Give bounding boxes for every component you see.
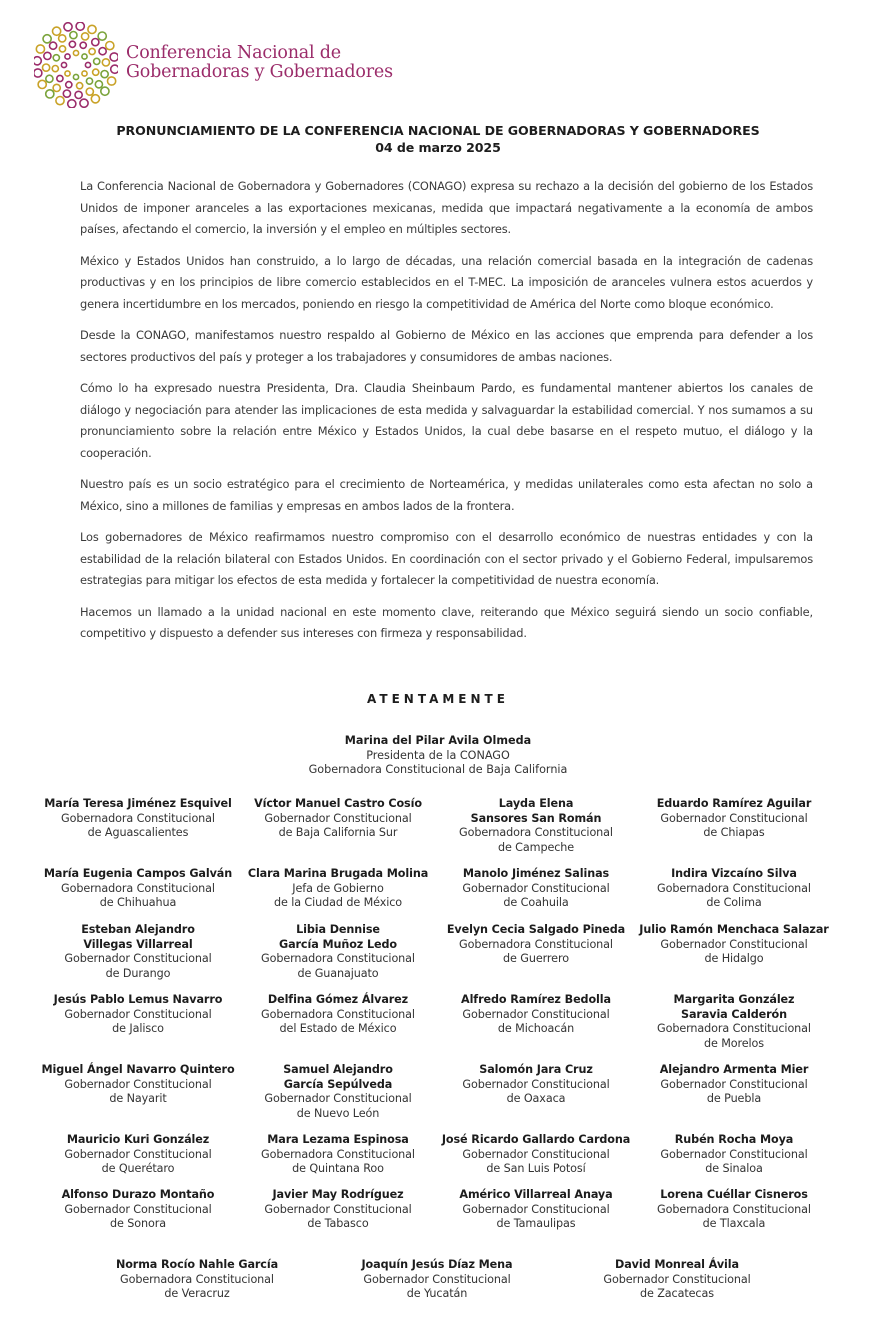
signatory-state: de Puebla — [706, 1092, 762, 1105]
signatory-name: Jesús Pablo Lemus Navarro — [53, 993, 223, 1006]
header — [34, 22, 434, 112]
signatory-state: de Veracruz — [164, 1287, 230, 1300]
signatory-state: de Jalisco — [112, 1022, 164, 1035]
signatory-state: de la Ciudad de México — [273, 896, 403, 909]
signatory-title: Gobernadora Constitucional — [261, 1147, 415, 1161]
signatory-state: de San Luis Potosí — [486, 1162, 586, 1175]
signatory-name: David Monreal Ávila — [615, 1258, 739, 1271]
president-role: Presidenta de la CONAGO — [366, 748, 510, 762]
signatory-state: de Oaxaca — [506, 1092, 566, 1105]
signatory — [77, 1258, 317, 1302]
signatory-title: Gobernador Constitucional — [64, 1202, 212, 1216]
signatory — [614, 867, 854, 911]
signatory-title: Gobernadora Constitucional — [61, 881, 215, 895]
signatory-name: Esteban Alejandro — [81, 923, 195, 936]
signatory-title: Jefa de Gobierno — [292, 881, 384, 895]
signatory-title: Gobernadora Constitucional — [261, 1007, 415, 1021]
signatory — [614, 993, 854, 1051]
signatory-title: Gobernador Constitucional — [462, 1147, 610, 1161]
signatory-name: Manolo Jiménez Salinas — [462, 867, 610, 880]
signatory-state: de Colima — [706, 896, 762, 909]
signatory-title: Gobernadora Constitucional — [459, 937, 613, 951]
signatory-title: Gobernadora Constitucional — [61, 811, 215, 825]
signatory-name: Julio Ramón Menchaca Salazar — [639, 923, 829, 936]
signatory-state: de Tlaxcala — [702, 1217, 766, 1230]
paragraph: Nuestro país es un socio estratégico para el crecimiento de Norteamérica, y medidas unilaterales como esta afectan no solo a México, sino a millones de familias y empresas en ambos lados de la frontera. — [80, 477, 813, 513]
signatory-title: Gobernador Constitucional — [264, 1202, 412, 1216]
signatory-name: Rubén Rocha Moya — [674, 1133, 794, 1146]
paragraph: Cómo lo ha expresado nuestra Presidenta, Dra. Claudia Sheinbaum Pardo, es fundamental mantener abiertos los canales de diálogo y negociación para atender las implicaciones de esta medida y salvaguardar la estabilidad comercial. Y nos sumamos a su pronunciamiento sobre la relación entre México y Estados Unidos, la cual debe basarse en el respeto mutuo, el diálogo y la cooperación. — [80, 381, 813, 460]
president-name: Marina del Pilar Avila Olmeda — [344, 734, 532, 747]
signatory — [614, 1133, 854, 1177]
signatory-name: Joaquín Jesús Díaz Mena — [361, 1258, 513, 1271]
signatory — [614, 1188, 854, 1232]
signatory-title: Gobernador Constitucional — [462, 1007, 610, 1021]
signatory-title: Gobernadora Constitucional — [120, 1272, 274, 1286]
signatory — [557, 1258, 797, 1302]
signatory-name: Samuel Alejandro — [283, 1063, 393, 1076]
signatory-state: de Baja California Sur — [278, 826, 398, 839]
signatory-name: Indira Vizcaíno Silva — [671, 867, 797, 880]
signatory-state: de Guerrero — [503, 952, 569, 965]
conago-logo-icon — [34, 22, 118, 108]
paragraph: Los gobernadores de México reafirmamos nuestro compromiso con el desarrollo económico de nuestras entidades y con la estabilidad de la relación bilateral con Estados Unidos. En coordinación con el sector privado y el Gobierno Federal, impulsaremos estrategias para mitigar los efectos de esta medida y fortalecer la competitividad de nuestra economía. — [80, 530, 813, 587]
signatory-name: María Eugenia Campos Galván — [43, 867, 233, 880]
signatory-title: Gobernador Constitucional — [660, 1077, 808, 1091]
signatory-state: del Estado de México — [279, 1022, 397, 1035]
signatory-name: Alfonso Durazo Montaño — [61, 1188, 215, 1201]
signatory-title: Gobernador Constitucional — [64, 1147, 212, 1161]
signatory-state: de Aguascalientes — [87, 826, 189, 839]
signatory-title: Gobernador Constitucional — [660, 1147, 808, 1161]
paragraph: La Conferencia Nacional de Gobernadora y Gobernadores (CONAGO) expresa su rechazo a la decisión del gobierno de los Estados Unidos de imponer aranceles a las exportaciones mexicanas, medida que impactará negativamente a la economía de ambos países, afectando el comercio, la inversión y el empleo en múltiples sectores. — [80, 179, 813, 236]
signatory-name: Clara Marina Brugada Molina — [247, 867, 429, 880]
signatory-title: Gobernador Constitucional — [64, 1007, 212, 1021]
signatory-name: Layda Elena — [498, 797, 574, 810]
president-role: Gobernadora Constitucional de Baja California — [308, 763, 568, 776]
signatory-name: Víctor Manuel Castro Cosío — [254, 797, 422, 810]
signatory-state: de Guanajuato — [297, 966, 379, 980]
signatory-title: Gobernadora Constitucional — [657, 1202, 811, 1216]
signatory-name: Libia Dennise — [296, 923, 380, 936]
signatory-state: de Tamaulipas — [496, 1217, 576, 1230]
signatory-title: Gobernador Constitucional — [660, 937, 808, 951]
signatory-title: Gobernador Constitucional — [264, 811, 412, 825]
document-body — [80, 176, 813, 655]
signatory-title: Gobernadora Constitucional — [657, 881, 811, 895]
signatory-name: Norma Rocío Nahle García — [115, 1258, 279, 1271]
signatory-name: Margarita González — [673, 993, 795, 1006]
signatory-name: Evelyn Cecia Salgado Pineda — [446, 923, 626, 936]
signatory-title: Gobernador Constitucional — [603, 1272, 751, 1286]
signatory-state: de Campeche — [497, 840, 575, 854]
signatory-state: de Chihuahua — [99, 896, 177, 909]
signatory-title: Gobernador Constitucional — [462, 881, 610, 895]
signatory-name: Alejandro Armenta Mier — [659, 1063, 809, 1076]
signatory-title: Gobernadora Constitucional — [657, 1022, 811, 1035]
closing-heading: ATENTAMENTE — [367, 692, 509, 706]
signatory-state: de Tabasco — [307, 1217, 369, 1230]
signatory-name: Lorena Cuéllar Cisneros — [660, 1188, 808, 1201]
title-date: 04 de marzo 2025 — [375, 140, 501, 155]
signatory-title: Gobernador Constitucional — [462, 1077, 610, 1091]
signatory-state: de Yucatán — [406, 1287, 468, 1300]
signatory-name: Salomón Jara Cruz — [479, 1063, 593, 1076]
signatory-state: de Morelos — [703, 1036, 765, 1050]
signatory-name: Delfina Gómez Álvarez — [267, 993, 409, 1006]
signatory-title: Gobernador Constitucional — [660, 811, 808, 825]
signatory-state: de Nayarit — [109, 1092, 167, 1105]
signatory-title: Gobernador Constitucional — [64, 952, 212, 965]
president-signature — [0, 734, 876, 778]
signatory-name: Mauricio Kuri González — [66, 1133, 210, 1146]
signatory — [614, 1063, 854, 1107]
signatory-title: Gobernador Constitucional — [264, 1092, 412, 1105]
paragraph: Desde la CONAGO, manifestamos nuestro respaldo al Gobierno de México en las acciones que emprenda para defender a los sectores productivos del país y proteger a los trabajadores y consumidores de ambas naciones. — [80, 328, 813, 364]
signatory-name: Alfredo Ramírez Bedolla — [461, 993, 611, 1006]
signatory-name: Sansores San Román — [470, 811, 602, 825]
title-line: PRONUNCIAMIENTO DE LA CONFERENCIA NACIONAL DE GOBERNADORAS Y GOBERNADORES — [116, 123, 760, 138]
signatory-state: de Chiapas — [703, 826, 765, 839]
org-name-line1: Conferencia Nacional de — [126, 43, 341, 63]
org-name — [126, 44, 393, 82]
signatory-name: Américo Villarreal Anaya — [459, 1188, 613, 1201]
signatory-name: Javier May Rodríguez — [272, 1188, 404, 1201]
signatory — [614, 923, 854, 967]
signatory-name: Eduardo Ramírez Aguilar — [656, 797, 812, 810]
signatory-state: de Coahuila — [503, 896, 569, 909]
signatory-name: Villegas Villarreal — [83, 937, 193, 951]
document-title — [0, 122, 876, 156]
signatory-title: Gobernador Constitucional — [64, 1077, 212, 1091]
signatory-title: Gobernador Constitucional — [363, 1272, 511, 1286]
signatory-state: de Sonora — [110, 1217, 166, 1230]
paragraph: Hacemos un llamado a la unidad nacional en este momento clave, reiterando que México seguirá siendo un socio confiable, competitivo y dispuesto a defender sus intereses con firmeza y responsabilidad. — [80, 604, 813, 640]
signatory-name: María Teresa Jiménez Esquivel — [44, 797, 232, 810]
signatory-state: de Quintana Roo — [292, 1162, 384, 1175]
paragraph: México y Estados Unidos han construido, a lo largo de décadas, una relación comercial basada en la integración de cadenas productivas y en los principios de libre comercio establecidos en el T-MEC. La imposición de aranceles vulnera estos acuerdos y genera incertidumbre en los mercados, poniendo en riesgo la competitividad de América del Norte como bloque económico. — [80, 253, 813, 311]
signatory-state: de Nuevo León — [296, 1106, 380, 1120]
signatory-state: de Zacatecas — [640, 1287, 714, 1300]
signatory-title: Gobernadora Constitucional — [459, 826, 613, 839]
signatory — [614, 797, 854, 841]
signatory-state: de Hidalgo — [704, 952, 764, 965]
signatory-name: García Muñoz Ledo — [278, 937, 398, 951]
signatory-title: Gobernadora Constitucional — [261, 952, 415, 965]
signatory-name: Miguel Ángel Navarro Quintero — [41, 1063, 235, 1076]
signatory-name: Mara Lezama Espinosa — [267, 1133, 409, 1146]
signatory-title: Gobernador Constitucional — [462, 1202, 610, 1216]
signatory-state: de Michoacán — [497, 1022, 575, 1035]
signatory-name: García Sepúlveda — [283, 1077, 393, 1091]
signatory-state: de Sinaloa — [705, 1162, 763, 1175]
org-name-line2: Gobernadoras y Gobernadores — [126, 62, 393, 82]
signatory-name: Saravia Calderón — [680, 1007, 787, 1021]
signatory-state: de Querétaro — [101, 1162, 175, 1175]
signatory-name: José Ricardo Gallardo Cardona — [441, 1133, 631, 1146]
signatory — [317, 1258, 557, 1302]
signatory-state: de Durango — [105, 966, 171, 980]
